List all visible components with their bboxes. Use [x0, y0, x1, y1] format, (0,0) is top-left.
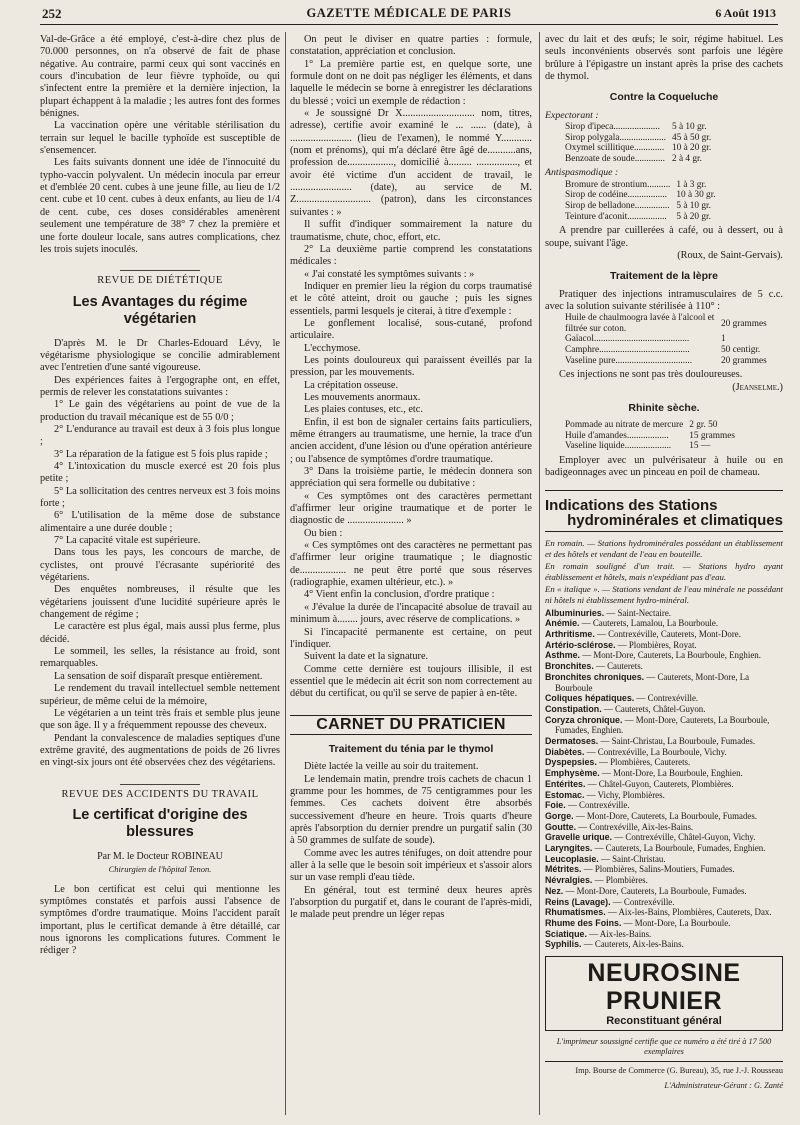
- prescription-row: [565, 345, 767, 356]
- ingredient: Vaseline pure.................................: [565, 355, 693, 366]
- rubric-label: REVUE DES ACCIDENTS DU TRAVAIL: [61, 788, 259, 800]
- paragraph: Pratiquer des injections intramusculaires de 5 c.c. avec la solution suivante stérilisée à 110° :: [545, 288, 783, 312]
- paragraph: Des enquêtes nombreuses, il résulte que les végétariens jouissent d'une lucidité supérieure après le changement de régime ;: [40, 584, 280, 621]
- legend-note: En « italique ». — Stations vendant de l'eau minérale ne possédant ni hôtels ni établissement hydro-minéral.: [545, 584, 783, 605]
- paragraph: Le lendemain matin, prendre trois cachets de chacun 1 gramme pour les hommes, de 75 centigrammes pour les femmes. Ces cachets doivent être absorbés successivement d'heure en heure. Trois quarts d'heure après l'absorption du dernier prendre un purgatif salin (30 à 50 grammes de sulfate de soude).: [290, 773, 532, 847]
- paragraph: D'après M. le Dr Charles-Edouard Lévy, le végétarisme physiologique se concilie admirablement avec l'entretien d'une santé vigoureuse.: [40, 337, 280, 374]
- article-title: Le certificat d'origine des blessures: [72, 806, 248, 840]
- legend-note: En romain souligné d'un trait. — Stations hydro ayant établissement et hôtels, mais n'expédiant pas d'eau.: [545, 561, 783, 582]
- indication-item: [545, 640, 783, 651]
- indication-stations: — Mont-Dore, Cauterets, La Bourboule, Fumades.: [563, 885, 747, 896]
- indication-stations: — Mont-Dore, Cauterets, La Bourboule, Enghien.: [580, 650, 761, 661]
- indication-item: [545, 875, 783, 886]
- citation: (Jeanselme.): [732, 381, 783, 393]
- column-2: [290, 34, 532, 922]
- ingredient: Sirop de belladone...............: [565, 200, 670, 211]
- paragraph: Suivent la date et la signature.: [304, 651, 429, 663]
- quantity: 5 à 10 gr.: [671, 122, 707, 133]
- indication-item: [545, 650, 783, 661]
- column-divider: [539, 32, 540, 1115]
- prescription-heading: Antispasmodique :: [545, 167, 619, 179]
- prescription-row: [565, 313, 767, 334]
- article-title: Les Avantages du régime végétarien: [72, 293, 248, 327]
- quantity: 10 à 30 gr.: [676, 190, 716, 201]
- paragraph: A prendre par cuillerées à café, ou à dessert, ou à soupe, suivant l'âge.: [545, 225, 783, 249]
- list-item: Le gonflement localisé, sous-cutané, profond articulaire.: [290, 317, 532, 342]
- page-number: 252: [42, 6, 62, 21]
- indication-stations: — Saint-Christau, La Bourboule, Fumades.: [598, 736, 756, 747]
- prescription-row: [565, 431, 735, 442]
- indication-condition: Gorge.: [545, 810, 574, 821]
- citation: (Roux, de Saint-Gervais).: [677, 249, 783, 261]
- ingredient: Sirop polygala....................: [565, 132, 666, 143]
- indication-item: [545, 757, 783, 768]
- paragraph: Comme avec les autres ténifuges, on doit attendre pour aller à la selle que le besoin soit impérieux et s'assoir alors sur un vase rempli d'eau tiède.: [290, 847, 532, 884]
- indications-list: [545, 608, 783, 951]
- indication-condition: Diabètes.: [545, 746, 585, 757]
- indication-stations: — Mont-Dore, Cauterets, La Bourboule, Fumades, Enghien.: [555, 714, 770, 736]
- paragraph: La vaccination opère une véritable stérilisation du terrain sur lequel le bacille typhoïde est susceptible de s'ensemencer.: [40, 120, 280, 157]
- indication-stations: — Plombières, Royat.: [615, 639, 697, 650]
- indication-item: [545, 864, 783, 875]
- ingredient: Benzoate de soude.............: [565, 153, 665, 164]
- paragraph: Diète lactée la veille au soir du traitement.: [304, 761, 479, 773]
- quantity: 5 à 20 gr.: [676, 211, 711, 222]
- indication-item: [545, 704, 783, 715]
- indication-stations: — Mont-Dore, La Bourboule.: [621, 917, 731, 928]
- indication-stations: — Cauterets, Aix-les-Bains.: [581, 939, 684, 950]
- paragraph: Le sommeil, les selles, la résistance au froid, sont remarquables.: [40, 646, 280, 670]
- quantity: 2 gr. 50: [689, 420, 718, 431]
- prescription-row: [565, 143, 711, 154]
- journal-title: GAZETTE MÉDICALE DE PARIS: [306, 6, 512, 20]
- paragraph: Ces injections ne sont pas très douloureuses.: [559, 369, 743, 381]
- paragraph: La sensation de soif disparaît presque entièrement.: [54, 670, 263, 682]
- indication-condition: Reins (Lavage).: [545, 896, 611, 907]
- indication-condition: Anémie.: [545, 618, 580, 629]
- prescription-row: [565, 212, 716, 223]
- indication-item: [545, 811, 783, 822]
- list-item: 5° La sollicitation des centres nerveux est 3 fois moins forte ;: [40, 485, 280, 509]
- section-subtitle: Traitement du ténia par le thymol: [328, 742, 494, 755]
- indication-item: [545, 629, 783, 640]
- indication-condition: Névralgies.: [545, 875, 593, 886]
- paragraph: Enfin, il est bon de signaler certains faits particuliers, même étrangers au traumatisme, une hernie, la trace d'un ancien accident, d'une lésion ou d'une opération antérieure ; ou l'absence de symptômes d'ordre traumatique.: [290, 416, 532, 465]
- indication-item: [545, 736, 783, 747]
- indication-stations: — Plombières.: [592, 875, 648, 886]
- indication-condition: Syphilis.: [545, 939, 582, 950]
- section-banner: CARNET DU PRATICIEN: [290, 715, 532, 735]
- paragraph: avec du lait et des œufs; le soir, régime habituel. Les seuls inconvénients observés sont parfois une légère brûlure à l'épigastre un instant après la prise des cachets de thymol.: [545, 34, 783, 83]
- prescription-row: [565, 180, 716, 191]
- ingredient: Gaïacol.........................................: [565, 334, 690, 345]
- indication-item: [545, 918, 783, 929]
- paragraph: Si l'incapacité permanente est certaine, on peut l'indiquer.: [290, 626, 532, 650]
- paragraph: Ou bien :: [304, 527, 343, 539]
- indication-stations: — Aix-les-Bains.: [586, 928, 652, 939]
- indication-condition: Bronchites.: [545, 661, 594, 672]
- indication-stations: — Contrexéville.: [634, 693, 699, 704]
- indication-stations: — Châtel-Guyon, Cauterets, Plombières.: [585, 778, 734, 789]
- paragraph: On peut le diviser en quatre parties : formule, constatation, appréciation et conclusion.: [290, 34, 532, 58]
- indication-stations: — Contrexéville, Cauterets, Mont-Dore.: [594, 629, 741, 639]
- indication-stations: — Cauterets, Mont-Dore, La Bourboule: [555, 671, 750, 693]
- quantity: 1 à 3 gr.: [676, 179, 707, 190]
- section-subtitle: Traitement de la lèpre: [610, 270, 718, 283]
- indication-stations: — Vichy, Plombières.: [584, 789, 665, 800]
- list-item: 7° La capacité vitale est supérieure.: [54, 535, 201, 547]
- indication-condition: Estomac.: [545, 789, 585, 800]
- indication-item: [545, 822, 783, 833]
- indication-stations: — Mont-Dore, La Bourboule, Enghien.: [599, 768, 743, 779]
- paragraph: Le caractère est plus égal, mais aussi plus ferme, plus décidé.: [40, 621, 280, 645]
- quantity: 5 à 10 gr.: [676, 200, 711, 211]
- indication-item: [545, 672, 783, 693]
- section-rubric: [40, 270, 280, 287]
- article-author: Par M. le Docteur ROBINEAU: [97, 850, 223, 862]
- section-subtitle: Rhinite sèche.: [628, 401, 700, 414]
- ingredient: Teinture d'aconit.................: [565, 211, 667, 222]
- author-title: Chirurgien de l'hôpital Tenon.: [108, 864, 212, 875]
- prescription-table: [565, 420, 735, 452]
- paragraph: Val-de-Grâce a été employé, c'est-à-dire chez plus de 70.000 personnes, on n'a observé de fait de phase négative. Au contraire, parmi ceux qui sont vaccinés en cours d'incubation de leur fièvre typhoïde, ou qui s'infectent entre la première et la dernière injection, la plupart échappent à la maladie ; les autres font des formes bénignes.: [40, 34, 280, 120]
- ingredient: Huile de chaulmoogra lavée à l'alcool et filtrée sur coton.: [565, 313, 715, 334]
- prescription-row: [565, 420, 735, 431]
- indication-stations: — Saint-Christau.: [598, 853, 666, 864]
- quantity: 15 grammes: [689, 430, 735, 441]
- indication-condition: Sciatique.: [545, 928, 587, 939]
- indication-stations: — Cauterets, La Bourboule, Fumades, Enghien.: [592, 843, 766, 854]
- indication-item: [545, 608, 783, 619]
- paragraph: 3° Dans la troisième partie, le médecin donnera son appréciation qui sera formelle ou dubitative :: [290, 466, 532, 490]
- stations-subtitle: hydrominérales et climatiques: [545, 515, 783, 532]
- paragraph: Comme cette dernière est toujours illisible, il est essentiel que le médecin ait écrit son nom correctement au début du certificat, ou qu'il se serve de papier à en-tête.: [290, 663, 532, 700]
- header-rule: [40, 24, 778, 25]
- indication-condition: Coliques hépatiques.: [545, 693, 635, 704]
- indication-item: [545, 768, 783, 779]
- quantity: 45 à 50 gr.: [671, 132, 712, 143]
- indication-condition: Nez.: [545, 885, 564, 896]
- ingredient: Pommade au nitrate de mercure: [565, 420, 684, 431]
- paragraph: « J'ai constaté les symptômes suivants : »: [304, 268, 475, 280]
- indication-stations: — Cauterets, Lamalou, La Bourboule.: [579, 618, 719, 629]
- ingredient: Oxymel scillitique.............: [565, 143, 665, 154]
- list-item: L'ecchymose.: [304, 342, 361, 354]
- legend-note: En romain. — Stations hydrominérales possédant un établissement et des hôtels et vendant de l'eau en bouteille.: [545, 538, 783, 559]
- issue-date: 6 Août 1913: [715, 6, 776, 20]
- manager-line: L'Administrateur-Gérant : G. Zanté: [664, 1080, 783, 1090]
- indication-condition: Emphysème.: [545, 768, 600, 779]
- indication-stations: — Contrexéville, Aix-les-Bains.: [576, 821, 694, 832]
- paragraph: Indiquer en premier lieu la région du corps traumatisé et le côté atteint, droit ou gauche ; puis les signes essentiels, parmi lesquels je citerai, à titre d'exemple :: [290, 280, 532, 317]
- paragraph: Le bon certificat est celui qui mentionne les symptômes constatés et parfois aussi l'absence de symptômes d'ordre traumatique. Moins l'accident paraît important, plus le certificat demande à être détaillé, car nous ignorons les complications futures. Comment le rédiger ?: [40, 883, 280, 957]
- prescription-table: [565, 122, 711, 164]
- indication-stations: — Contrexéville.: [565, 800, 630, 811]
- quantity: 15 —: [689, 441, 711, 452]
- paragraph: 2° La deuxième partie comprend les constatations médicales :: [290, 243, 532, 268]
- indication-stations: — Plombières, Cauterets.: [596, 757, 691, 768]
- indication-stations: — Saint-Nectaire.: [604, 607, 671, 618]
- list-item: Les mouvements anormaux.: [304, 391, 421, 403]
- list-item: 6° L'utilisation de la même dose de substance alimentaire a une durée double ;: [40, 510, 280, 534]
- paragraph: 4° Vient enfin la conclusion, d'ordre pratique :: [304, 589, 495, 601]
- paragraph: 1° La première partie est, en quelque sorte, une formule dont on ne doit pas négliger les éléments, et dans laquelle le médecin se borne à enregistrer les déclarations du blessé ; voici un exemple de rédaction :: [290, 58, 532, 107]
- indication-condition: Rhume des Foins.: [545, 917, 622, 928]
- prescription-row: [565, 441, 735, 452]
- indication-item: [545, 800, 783, 811]
- ingredient: Camphre.......................................: [565, 345, 690, 355]
- indication-condition: Arthritisme.: [545, 629, 595, 639]
- section-subtitle: Contre la Coqueluche: [609, 91, 719, 104]
- column-1: [40, 34, 280, 958]
- list-item: 4° L'intoxication du muscle exercé est 20 fois plus petite ;: [40, 460, 280, 485]
- indication-condition: Foie.: [545, 800, 566, 811]
- indication-condition: Goutte.: [545, 821, 577, 832]
- prescription-heading: Expectorant :: [545, 109, 599, 121]
- indication-item: [545, 747, 783, 758]
- indication-condition: Dyspepsies.: [545, 757, 597, 768]
- quantity: 20 grammes: [721, 318, 767, 329]
- prescription-row: [565, 201, 716, 212]
- rubric-rule: [120, 270, 200, 271]
- paragraph: Le rendement du travail intellectuel semble nettement supérieur, de même celui de la mémoire,: [40, 683, 280, 707]
- indication-condition: Artério-sclérose.: [545, 639, 616, 650]
- ingredient: Sirop de codéine.................: [565, 190, 667, 201]
- indication-condition: Constipation.: [545, 703, 602, 714]
- prescription-table: [565, 180, 716, 222]
- indication-item: [545, 897, 783, 908]
- indication-item: [545, 832, 783, 843]
- indication-item: [545, 790, 783, 801]
- prescription-row: [565, 122, 711, 133]
- indication-condition: Métrites.: [545, 864, 582, 875]
- list-item: 3° La réparation de la fatigue est 5 fois plus rapide ;: [54, 448, 268, 460]
- paragraph: « Ces symptômes ont des caractères permettant d'affirmer leur origine traumatique et de porter le diagnostic de ...................... »: [290, 490, 532, 527]
- ingredient: Huile d'amandes..................: [565, 430, 669, 441]
- quantity: 2 à 4 gr.: [671, 153, 702, 164]
- indication-stations: — Mont-Dore, Cauterets, La Bourboule, Fumades.: [573, 810, 757, 821]
- indication-condition: Asthme.: [545, 650, 581, 661]
- indication-condition: Leucoplasie.: [545, 853, 599, 864]
- advertisement: [545, 956, 783, 1031]
- indication-item: [545, 886, 783, 897]
- indication-item: [545, 939, 783, 950]
- ingredient: Sirop d'ipeca....................: [565, 122, 660, 133]
- indication-condition: Coryza chronique.: [545, 714, 623, 725]
- indication-condition: Bronchites chroniques.: [545, 671, 645, 682]
- column-divider: [285, 32, 286, 1115]
- stations-title: Indications des Stations: [545, 490, 783, 515]
- rubric-label: REVUE DE DIÉTÉTIQUE: [97, 275, 223, 287]
- indication-stations: — Cauterets, Châtel-Guyon.: [601, 703, 706, 714]
- ad-brand: NEUROSINE PRUNIER: [587, 959, 741, 1016]
- prescription-row: [565, 356, 767, 367]
- indication-item: [545, 715, 783, 736]
- quantity: 1: [721, 334, 726, 345]
- indication-item: [545, 854, 783, 865]
- indication-stations: — Plombières, Salins-Moutiers, Fumades.: [581, 864, 735, 875]
- paragraph: Des expériences faites à l'ergographe ont, en effet, permis de relever les constatations suivantes :: [40, 374, 280, 398]
- paragraph: Il suffit d'indiquer sommairement la nature du traumatisme, chute, choc, effort, etc.: [290, 219, 532, 243]
- prescription-row: [565, 133, 711, 144]
- indication-item: [545, 693, 783, 704]
- paragraph: Dans tous les pays, les concours de marche, de cyclistes, ont prouvé l'écrasante supériorité des végétariens.: [40, 547, 280, 584]
- indication-condition: Gravelle urique.: [545, 832, 613, 843]
- indication-stations: — Contrexéville, Châtel-Guyon, Vichy.: [612, 832, 756, 843]
- indication-item: [545, 618, 783, 629]
- indication-item: [545, 843, 783, 854]
- quantity: 50 centigr.: [721, 345, 761, 355]
- indication-item: [545, 661, 783, 672]
- indication-condition: Dermatoses.: [545, 736, 599, 747]
- prescription-row: [565, 190, 716, 201]
- prescription-row: [565, 154, 711, 165]
- printer-line: Imp. Bourse de Commerce (G. Bureau), 35, rue J.-J. Rousseau: [575, 1066, 783, 1076]
- paragraph: « Ces symptômes ont des caractères ne permettant pas d'affirmer leur origine traumatique ; le diagnostic de.................. ne peut être porté que sous réserves (radiographie, examen ultérieur, etc.). »: [290, 540, 532, 589]
- list-item: La crépitation osseuse.: [304, 379, 399, 391]
- ingredient: Vaseline liquide....................: [565, 441, 672, 452]
- indication-stations: — Cauterets.: [593, 661, 643, 672]
- indication-condition: Albuminuries.: [545, 607, 605, 618]
- indication-item: [545, 929, 783, 940]
- ingredient: Bromure de strontium..........: [565, 179, 671, 190]
- prescription-table: [565, 313, 767, 366]
- indication-condition: Entérites.: [545, 778, 586, 789]
- indication-stations: — Aix-les-Bains, Plombières, Cauterets, Dax.: [605, 907, 772, 918]
- indication-condition: Rhumatismes.: [545, 907, 606, 918]
- indication-item: [545, 907, 783, 918]
- list-item: Les points douloureux qui paraissent éveillés par la pression, par les mouvements.: [290, 354, 532, 379]
- paragraph: « J'évalue la durée de l'incapacité absolue de travail au minimum à........ jours, avec réserve de complications. »: [290, 601, 532, 626]
- page-header: [42, 6, 776, 24]
- indication-stations: — Contrexéville.: [610, 896, 675, 907]
- column-3: [545, 34, 783, 1091]
- list-item: 1° Le gain des végétariens au point de vue de la production du travail mécanique est de 55 0/0 ;: [40, 399, 280, 423]
- paragraph: Employer avec un pulvérisateur à huile ou en badigeonnages avec un pinceau en poil de chameau.: [545, 455, 783, 479]
- list-item: Les plaies contuses, etc., etc.: [304, 404, 423, 416]
- list-item: 2° L'endurance au travail est deux à 3 fois plus longue ;: [40, 423, 280, 448]
- ad-tagline: Reconstituant général: [606, 1015, 722, 1028]
- indication-stations: — Contrexéville, La Bourboule, Vichy.: [584, 746, 727, 757]
- print-run-note: L'imprimeur soussigné certifie que ce numéro a été tiré à 17 500 exemplaires: [545, 1037, 783, 1062]
- quantity: 10 à 20 gr.: [671, 143, 712, 154]
- indication-item: [545, 779, 783, 790]
- rubric-rule: [120, 784, 200, 785]
- paragraph: Pendant la convalescence de maladies septiques d'une extrême gravité, des augmentations de poids de 26 livres en vingt-six jours ont été observées chez des végétariens.: [40, 732, 280, 769]
- section-rubric: [40, 784, 280, 801]
- paragraph: En général, tout est terminé deux heures après l'absorption du purgatif et, dans le courant de l'après-midi, le malade peut prendre un léger repas: [290, 884, 532, 921]
- paragraph: « Je soussigné Dr X............................ nom, titres, adresse), certifie avoir examiné le ... ...... (date), à ........................ (lieu de l'examen), le nommé Y............ (nom et prénoms), qui m'a déclaré être âgé de...........ans, profession de.................., domicilié à......... ................, et avoir été victime d'un accident de travail, le ........................ (date), au service de M. Z............................. (patron), dans les circonstances suivantes : »: [290, 108, 532, 218]
- prescription-row: [565, 334, 767, 345]
- indication-condition: Laryngites.: [545, 843, 593, 854]
- quantity: 20 grammes: [721, 355, 767, 366]
- paragraph: Les faits suivants donnent une idée de l'innocuité du typho-vaccin polyvalent. Un médecin inocula par erreur et d'emblée 20 cent. cubes à une jeune fille, au lieu de 1/2 cent. cube et 10 cent. cubes à deux enfants, au lieu de 1/4 de cent. cube, ces doses considérables amenèrent seulement une température de 38° 7 chez la première et une forte douleur locale, sans autres complications, chez les trois sujets inoculés.: [40, 157, 280, 255]
- paragraph: Le végétarien a un teint très frais et semble plus jeune que son âge. Il y a fréquemment repousse des cheveux.: [40, 707, 280, 732]
